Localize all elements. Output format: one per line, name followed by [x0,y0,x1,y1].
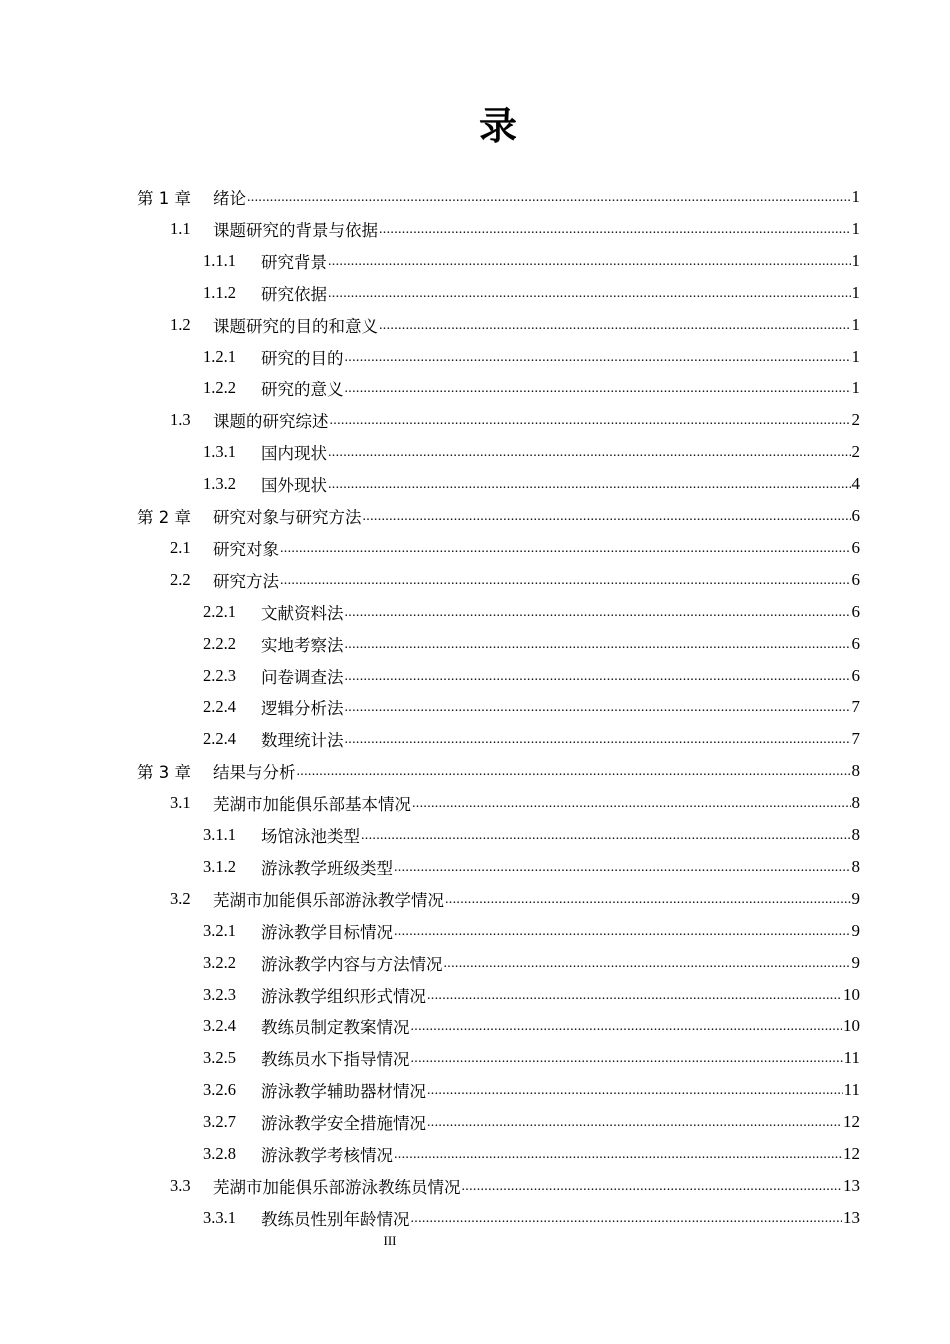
toc-dot-leader [412,794,851,812]
toc-entry-title: 游泳教学组织形式情况 [261,986,426,1006]
toc-entry-title: 研究的意义 [261,380,344,400]
toc-entry-number: 2.2 [170,569,191,589]
toc-entry[interactable] [203,851,860,883]
toc-entry-page: 10 [843,984,860,1004]
toc-dot-leader [379,316,851,334]
toc-entry-page: 8 [851,825,860,844]
toc-dot-leader [297,762,851,780]
toc-entry-title: 数理统计法 [261,731,344,751]
toc-entry-page: 11 [843,1048,860,1068]
toc-entry[interactable] [203,1042,860,1074]
toc-entry[interactable] [170,532,860,564]
toc-entry-title: 芜湖市加能俱乐部游泳教练员情况 [213,1177,461,1197]
toc-entry[interactable] [203,979,860,1011]
toc-entry-title: 国外现状 [261,476,327,496]
toc-entry-page: 11 [843,1080,860,1100]
toc-dot-leader [345,603,851,621]
toc-entry[interactable] [203,1138,860,1170]
toc-entry-title: 课题研究的背景与依据 [213,220,378,240]
toc-entry-number: 2.1 [170,537,191,557]
toc-dot-leader [345,635,851,653]
toc-dot-leader [462,1177,843,1195]
toc-dot-leader [345,379,851,397]
toc-dot-leader [394,858,851,876]
toc-dot-leader [394,1145,842,1163]
toc-dot-leader [427,986,842,1004]
toc-entry-page: 6 [851,537,860,557]
toc-entry-number: 第 2 章 [137,508,191,527]
toc-entry[interactable] [137,181,860,213]
toc-entry-page: 10 [843,1016,860,1036]
toc-entry-number: 第 1 章 [137,189,191,208]
toc-entry-number: 3.3.1 [203,1207,236,1227]
toc-entry[interactable] [203,691,860,723]
toc-entry-number: 3.2.6 [203,1080,236,1100]
toc-entry-number: 3.2.1 [203,920,236,940]
toc-entry-number: 3.2.3 [203,984,236,1004]
toc-entry[interactable] [170,787,860,819]
toc-entry-number: 1.1.2 [203,282,236,302]
toc-entry-page: 6 [851,633,860,653]
toc-dot-leader [427,1113,842,1131]
toc-entry-page: 1 [851,346,860,366]
toc-entry-page: 7 [851,697,860,717]
toc-entry[interactable] [203,277,860,309]
toc-dot-leader [328,252,851,270]
toc-entry[interactable] [203,723,860,755]
toc-entry[interactable] [203,468,860,500]
toc-entry-title: 研究对象 [213,539,279,559]
toc-entry-page: 4 [851,474,860,494]
toc-entry-page: 1 [851,218,860,238]
toc-dot-leader [445,890,851,908]
toc-entry-number: 2.2.2 [203,633,236,653]
toc-entry-number: 3.2.4 [203,1016,236,1036]
toc-entry[interactable] [203,372,860,404]
toc-entry-page: 12 [843,1144,860,1163]
toc-entry[interactable] [203,1106,860,1138]
toc-entry-title: 课题研究的目的和意义 [213,316,378,336]
toc-entry-number: 1.2.2 [203,378,236,398]
toc-entry-page: 6 [851,665,860,685]
toc-entry-title: 教练员制定教案情况 [261,1018,410,1038]
toc-entry-title: 游泳教学班级类型 [261,858,393,878]
toc-entry[interactable] [170,309,860,341]
toc-dot-leader [328,475,851,493]
toc-dot-leader [411,1049,843,1067]
toc-entry-title: 场馆泳池类型 [261,827,360,846]
toc-entry[interactable] [170,883,860,915]
toc-entry-page: 7 [851,729,860,749]
toc-entry-number: 1.3 [170,410,191,430]
toc-entry-title: 研究的目的 [261,348,344,368]
toc-entry-page: 1 [851,187,860,206]
toc-entry-title: 教练员水下指导情况 [261,1050,410,1070]
toc-entry-page: 1 [851,282,860,302]
toc-entry[interactable] [203,1202,860,1234]
toc-entry-title: 游泳教学安全措施情况 [261,1114,426,1134]
toc-dot-leader [328,443,851,461]
toc-entry-number: 1.2.1 [203,346,236,366]
toc-dot-leader [345,698,851,716]
toc-entry[interactable] [203,436,860,468]
toc-dot-leader [427,1081,843,1099]
toc-entry-page: 1 [851,378,860,398]
toc-entry[interactable] [203,1074,860,1106]
toc-entry-page: 6 [851,601,860,621]
toc-entry-number: 3.1.2 [203,856,236,876]
toc-entry[interactable] [203,341,860,373]
toc-entry-page: 6 [851,569,860,589]
toc-entry-number: 1.3.2 [203,474,236,494]
toc-entry-number: 3.2.2 [203,952,236,972]
toc-entry-page: 8 [851,793,860,813]
toc-entry[interactable] [203,628,860,660]
toc-dot-leader [411,1209,843,1227]
toc-entry-title: 结果与分析 [213,763,296,783]
toc-dot-leader [394,922,851,940]
toc-entry[interactable] [203,245,860,277]
toc-entry-number: 3.2.7 [203,1112,236,1132]
toc-entry-number: 3.1 [170,793,191,813]
toc-entry[interactable] [137,500,860,532]
toc-dot-leader [361,826,851,844]
toc-entry[interactable] [203,596,860,628]
toc-entry-page: 13 [843,1175,860,1195]
toc-entry-number: 1.3.1 [203,442,236,462]
toc-entry-number: 3.2 [170,888,191,908]
toc-dot-leader [411,1017,843,1035]
toc-entry-number: 1.1.1 [203,250,236,270]
toc-entry[interactable] [170,213,860,245]
toc-dot-leader [345,730,851,748]
toc-entry-number: 1.1 [170,218,191,238]
toc-entry[interactable] [137,755,860,787]
toc-entry-title: 游泳教学考核情况 [261,1146,393,1165]
toc-entry-page: 9 [851,952,860,972]
toc-entry-title: 研究背景 [261,252,327,272]
toc-entry-title: 研究对象与研究方法 [213,508,362,527]
toc-entry-number: 第 3 章 [137,763,191,783]
toc-entry-title: 研究方法 [213,571,279,591]
toc-entry[interactable] [203,660,860,692]
toc-entry-number: 1.2 [170,314,191,334]
toc-entry-number: 2.2.1 [203,601,236,621]
toc-entry-page: 2 [851,410,860,430]
toc-entry-title: 实地考察法 [261,635,344,655]
toc-entry-number: 2.2.3 [203,665,236,685]
toc-entry-page: 13 [843,1207,860,1227]
toc-entry[interactable] [203,819,860,851]
toc-entry-title: 游泳教学辅助器材情况 [261,1082,426,1102]
toc-entry-page: 6 [851,506,860,525]
toc-entry-title: 课题的研究综述 [213,412,329,432]
toc-entry-title: 游泳教学目标情况 [261,922,393,942]
toc-entry[interactable] [170,1170,860,1202]
toc-entry-title: 教练员性别年龄情况 [261,1209,410,1229]
page-title: 录 [478,104,517,148]
toc-entry-number: 3.1.1 [203,825,236,844]
toc-entry-number: 2.2.4 [203,729,236,749]
page-number: III [383,1233,397,1248]
toc-entry-title: 绪论 [213,189,246,208]
toc-entry-title: 国内现状 [261,444,327,464]
toc-dot-leader [280,571,851,589]
toc-entry-page: 1 [851,314,860,334]
toc-entry[interactable] [203,915,860,947]
toc-entry[interactable] [203,947,860,979]
toc-entry-title: 游泳教学内容与方法情况 [261,954,443,974]
toc-dot-leader [345,348,851,366]
toc-entry[interactable] [170,564,860,596]
toc-dot-leader [363,507,851,525]
toc-entry-page: 1 [851,250,860,270]
toc-entry-page: 9 [851,888,860,908]
toc-entry-title: 芜湖市加能俱乐部基本情况 [213,795,411,815]
toc-entry[interactable] [203,1010,860,1042]
toc-dot-leader [345,667,851,685]
toc-entry-page: 8 [851,856,860,876]
toc-dot-leader [330,411,851,429]
toc-dot-leader [328,284,851,302]
toc-entry-title: 文献资料法 [261,603,344,623]
toc-entry-page: 12 [843,1112,860,1132]
toc-dot-leader [280,539,851,557]
toc-dot-leader [379,220,851,238]
toc-entry-title: 问卷调查法 [261,667,344,687]
toc-entry-title: 研究依据 [261,284,327,304]
toc-dot-leader [247,188,851,206]
toc-dot-leader [444,954,851,972]
toc-entry-number: 3.3 [170,1175,191,1195]
toc-entry-number: 3.2.5 [203,1048,236,1068]
toc-entry-number: 2.2.4 [203,697,236,717]
toc-entry-title: 逻辑分析法 [261,699,344,719]
toc-entry-page: 9 [851,920,860,940]
toc-entry[interactable] [170,404,860,436]
toc-entry-title: 芜湖市加能俱乐部游泳教学情况 [213,890,444,910]
toc-entry-page: 8 [851,761,860,781]
toc-entry-page: 2 [851,442,860,462]
toc-entry-number: 3.2.8 [203,1144,236,1163]
